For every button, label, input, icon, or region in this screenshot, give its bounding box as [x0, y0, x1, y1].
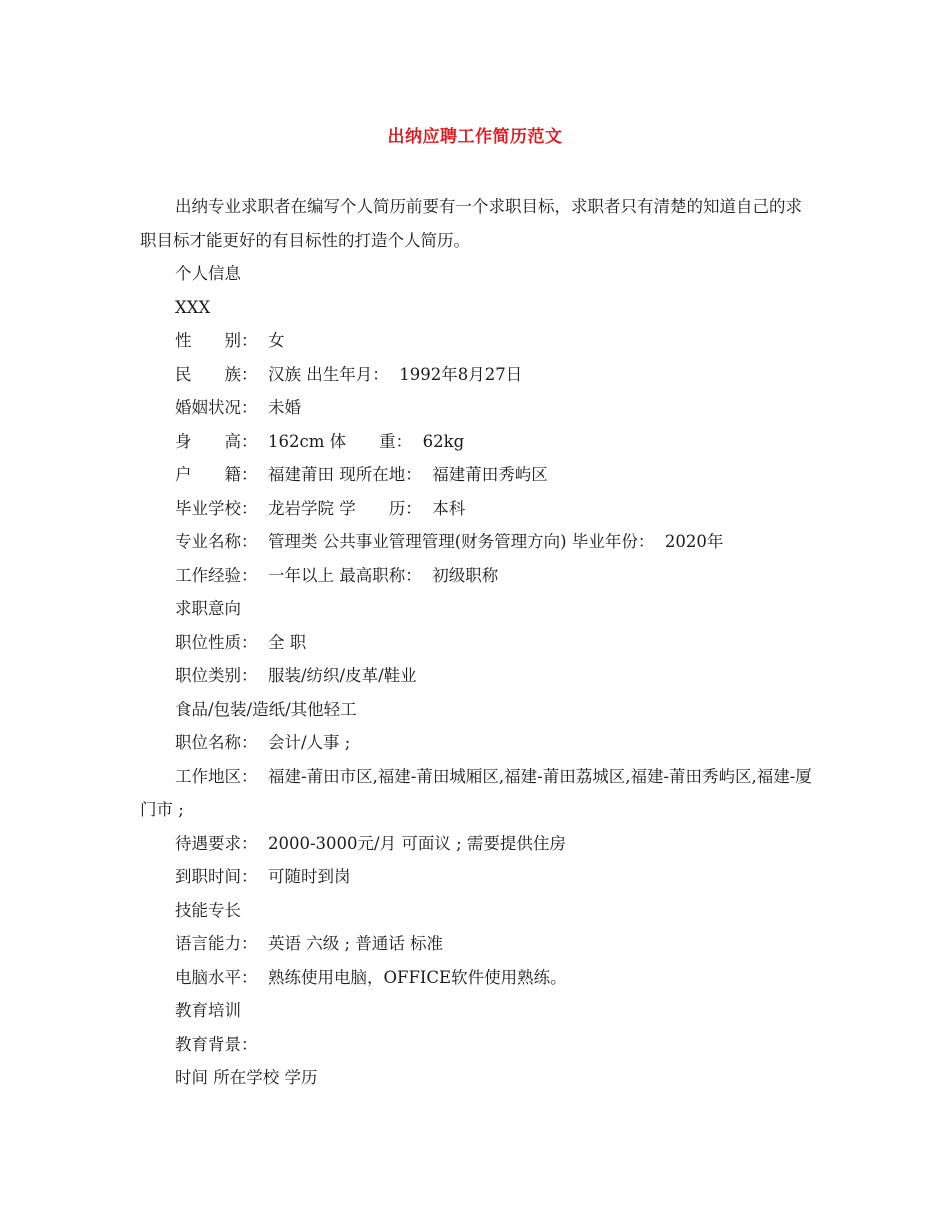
computer-skill-line: 电脑水平： 熟练使用电脑，OFFICE软件使用熟练。 — [175, 967, 567, 987]
salary-line: 待遇要求： 2000-3000元/月 可面议 ; 需要提供住房 — [175, 833, 566, 853]
school-degree-line: 毕业学校： 龙岩学院 学 历： 本科 — [175, 498, 466, 518]
name-line: XXX — [175, 297, 211, 317]
document-title: 出纳应聘工作简历范文 — [387, 127, 563, 147]
start-date-line: 到职时间： 可随时到岗 — [175, 867, 351, 886]
section-heading-personal-info: 个人信息 — [175, 264, 241, 283]
job-nature-line: 职位性质： 全 职 — [175, 632, 307, 652]
section-heading-skills: 技能专长 — [175, 900, 241, 920]
marital-status-line: 婚姻状况： 未婚 — [175, 398, 301, 417]
ethnicity-birthdate-line: 民 族： 汉族 出生年月： 1992年8月27日 — [175, 364, 523, 384]
experience-title-line: 工作经验： 一年以上 最高职称： 初级职称 — [175, 565, 499, 585]
document-body — [140, 190, 815, 1095]
language-line: 语言能力： 英语 六级 ; 普通话 标准 — [175, 934, 444, 953]
education-background-label: 教育背景： — [175, 1034, 258, 1054]
intro-paragraph: 出纳专业求职者在编写个人简历前要有一个求职目标，求职者只有清楚的知道自己的求职目标才能更好的有目标性的打造个人简历。 — [140, 197, 802, 250]
height-weight-line: 身 高： 162cm 体 重： 62kg — [175, 431, 465, 451]
job-title-line: 职位名称： 会计/人事 ; — [175, 733, 351, 752]
job-category-line: 职位类别： 服装/纺织/皮革/鞋业 — [175, 666, 417, 685]
major-graduation-line: 专业名称： 管理类 公共事业管理管理(财务管理方向) 毕业年份： 2020年 — [175, 532, 724, 551]
education-table-header: 时间 所在学校 学历 — [175, 1068, 318, 1087]
section-heading-education: 教育培训 — [175, 1001, 241, 1020]
gender-line: 性 别： 女 — [175, 331, 285, 350]
job-category-continued-line: 食品/包装/造纸/其他轻工 — [175, 699, 357, 719]
work-area-paragraph: 工作地区： 福建-莆田市区,福建-莆田城厢区,福建-莆田荔城区,福建-莆田秀屿区,福建-厦门市 ; — [140, 766, 812, 819]
hukou-location-line: 户 籍： 福建莆田 现所在地： 福建莆田秀屿区 — [175, 465, 548, 484]
section-heading-job-intention: 求职意向 — [175, 599, 241, 618]
